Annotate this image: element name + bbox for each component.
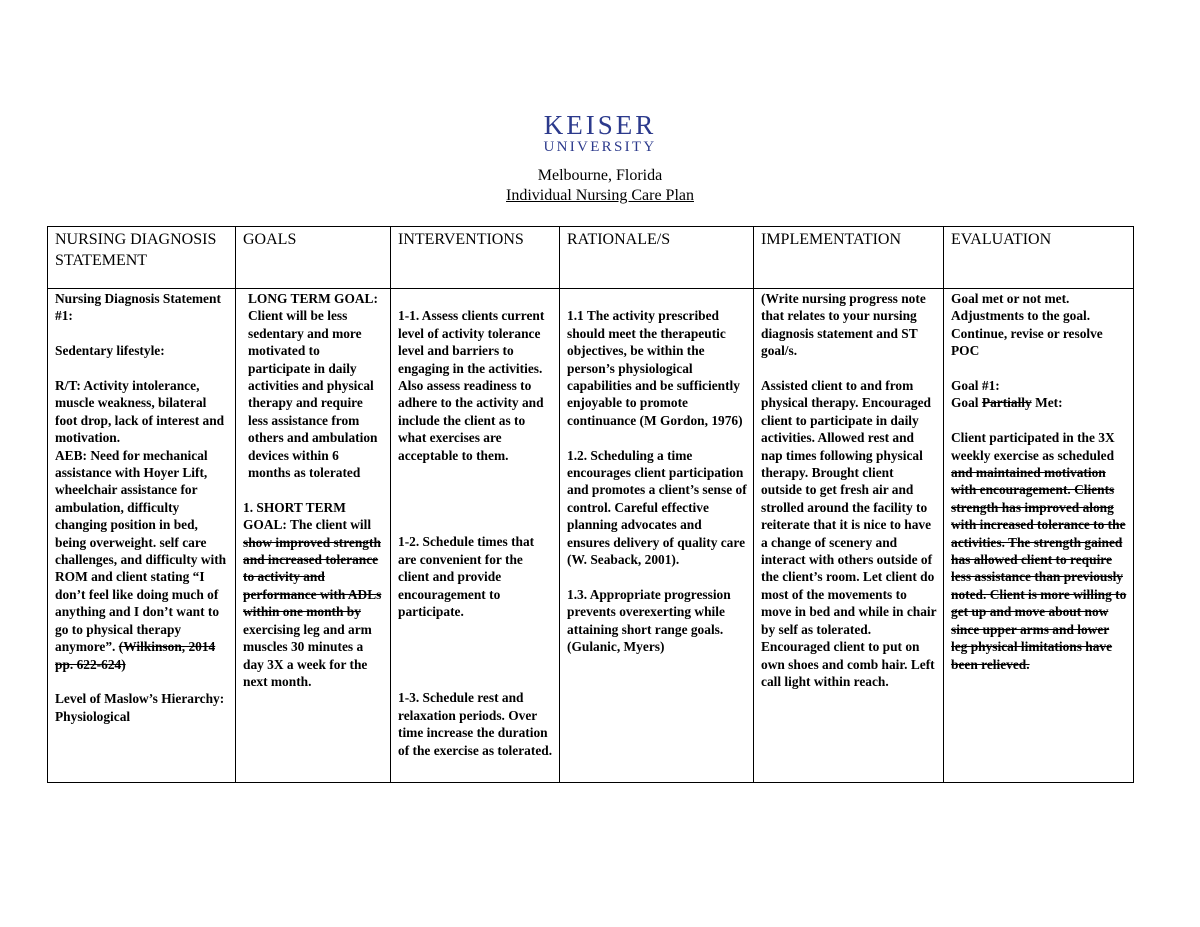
- location-heading: Melbourne, Florida: [537, 167, 663, 184]
- table-row: [48, 289, 1134, 783]
- column-header-interventions: INTERVENTIONS: [391, 227, 560, 289]
- column-header-implementation: IMPLEMENTATION: [754, 227, 944, 289]
- evaluation-goal-status: [951, 394, 1127, 411]
- goal-status-prefix: Goal: [951, 395, 979, 411]
- rationales-cell: [560, 289, 754, 783]
- goal-status-struck: Partially: [981, 395, 1032, 411]
- rationale-1: 1.1 The activity prescribed should meet the therapeutic objectives, be within the person’s physiological capabilities and be sufficiently enjoyable to promote continuance (M Gordon, 1976): [567, 308, 743, 428]
- page-title: Individual Nursing Care Plan: [506, 187, 694, 204]
- column-header-rationales: RATIONALE/S: [560, 227, 754, 289]
- care-plan-table: [47, 226, 1134, 783]
- logo-wordmark: KEISER: [543, 110, 657, 140]
- table-header-row: [48, 227, 1134, 289]
- rationale-3: 1.3. Appropriate progression prevents overexerting while attaining short range goals. (Gulanic, Myers): [567, 586, 731, 655]
- evaluation-text: Client participated in the 3X weekly exercise as scheduled: [951, 430, 1115, 463]
- diagnosis-cell: [48, 289, 236, 783]
- short-term-goal: [243, 499, 384, 690]
- rationale-2: 1.2. Scheduling a time encourages client participation and promotes a client’s sense of control. Careful effective planning advocates and ensures delivery of quality care (W. Seaback, 2001).: [567, 447, 747, 568]
- intervention-1: 1-1. Assess clients current level of activity tolerance level and barriers to engaging in the activities. Also assess readiness to adhere to the activity and include the client as to what exercises are acceptable to them.: [398, 308, 545, 463]
- evaluation-goal-label: Goal #1:: [951, 378, 1000, 394]
- column-header-goals: GOALS: [236, 227, 391, 289]
- evaluation-summary: [951, 429, 1127, 673]
- implementation-instructions: (Write nursing progress note that relates to your nursing diagnosis statement and ST goal/s.: [761, 291, 926, 359]
- short-term-goal-text: 1. SHORT TERM GOAL: The client will: [243, 499, 372, 533]
- short-term-goal-struck: show improved strength and increased tolerance to activity and performance with ADLs within one month by: [243, 534, 382, 620]
- implementation-cell: [754, 289, 944, 783]
- diagnosis-problem: Sedentary lifestyle:: [55, 343, 165, 359]
- intervention-3: 1-3. Schedule rest and relaxation periods. Over time increase the duration of the exercise as tolerated.: [398, 690, 553, 758]
- maslow-level: Level of Maslow’s Hierarchy: Physiological: [55, 691, 225, 724]
- interventions-cell: [391, 289, 560, 783]
- diagnosis-evidence-text: AEB: Need for mechanical assistance with Hoyer Lift, wheelchair assistance for ambulation, difficulty changing position in bed, being overweight. self care challenges, and difficulty with ROM and client stating “I don’t feel like doing much of anything and I don’t want to go to physical therapy anymore”.: [55, 447, 227, 655]
- evaluation-text-struck: and maintained motivation with encouragement. Clients strength has improved along with increased tolerance to the activities. The strength gained has allowed client to require less assistance than previously noted. Client is more willing to get up and move about now since upper arms and lower leg physical limitations have been relieved.: [951, 465, 1127, 672]
- intervention-2: 1-2. Schedule times that are convenient for the client and provide encouragement to participate.: [398, 534, 535, 620]
- implementation-progress-note: Assisted client to and from physical therapy. Encouraged client to participate in daily activities. Allowed rest and nap times following physical therapy. Brought client outside to get fresh air and strolled around the facility to reiterate that it is nice to have a change of scenery and interact with others outside of the client’s room. Let client do most of the movements to move in bed and while in chair by self as tolerated. Encouraged client to put on own shoes and comb hair. Left call light within reach.: [761, 378, 937, 689]
- diagnosis-evidence: [55, 447, 229, 673]
- long-term-goal: LONG TERM GOAL: Client will be less sedentary and more motivated to participate in daily activities and physical therapy and require less assistance from others and ambulation devices within 6 months as tolerated: [248, 291, 378, 481]
- goals-cell: [236, 289, 391, 783]
- column-header-evaluation: EVALUATION: [944, 227, 1134, 289]
- diagnosis-related-to: R/T: Activity intolerance, muscle weakness, bilateral foot drop, lack of interest and motivation.: [55, 378, 225, 446]
- column-header-diagnosis: NURSING DIAGNOSIS STATEMENT: [48, 227, 236, 289]
- diagnosis-citation-struck: (Wilkinson, 2014 pp. 622-624): [55, 639, 216, 672]
- evaluation-instructions: Goal met or not met. Adjustments to the goal. Continue, revise or resolve POC: [951, 291, 1103, 359]
- logo-subtitle: UNIVERSITY: [543, 139, 657, 155]
- university-logo: [0, 110, 1200, 155]
- evaluation-cell: [944, 289, 1134, 783]
- diagnosis-statement-label: Nursing Diagnosis Statement #1:: [55, 291, 221, 324]
- short-term-goal-revision: exercising leg and arm muscles 30 minutes a day 3X a week for the next month.: [243, 621, 372, 689]
- goal-status-suffix: Met:: [1035, 395, 1063, 411]
